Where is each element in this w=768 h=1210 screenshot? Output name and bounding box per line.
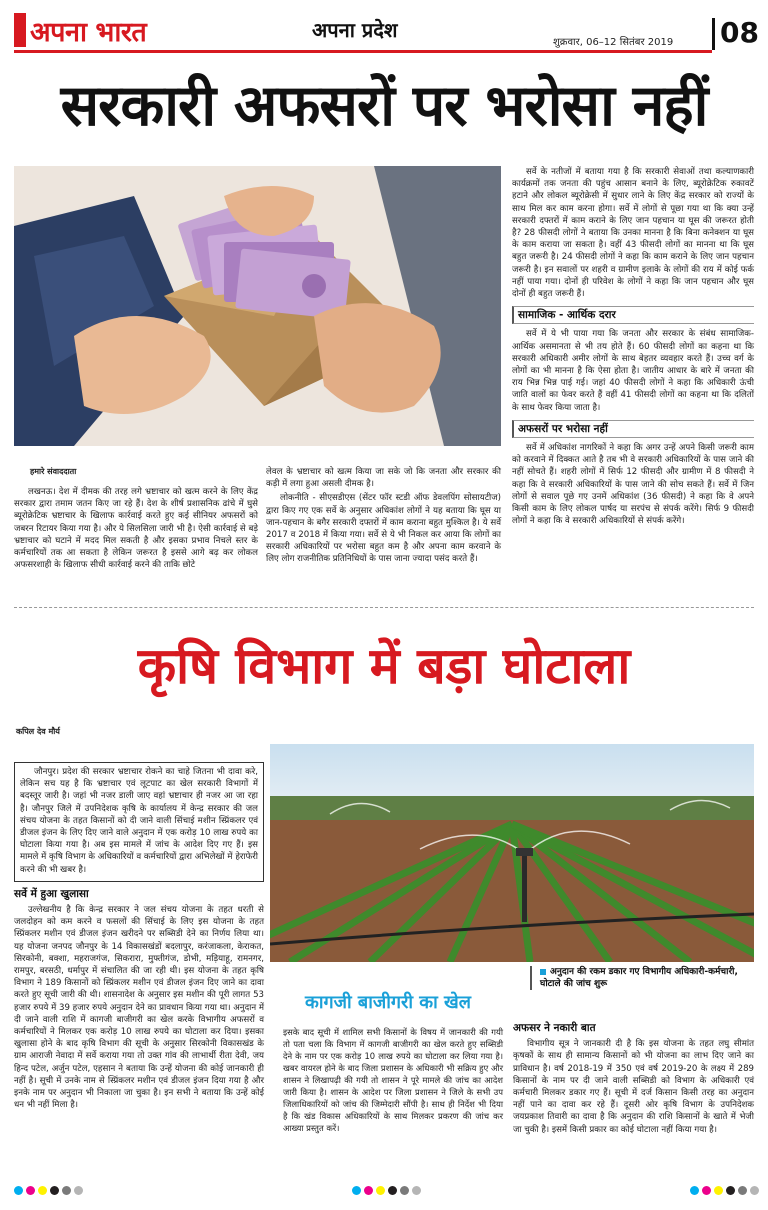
paragraph: विभागीय सूत्र ने जानकारी दी है कि इस योजना के तहत लघु सीमांत कृषकों के साथ ही सामान्य किसानों को भी योजना का लाभ दिए जाने का प्राविधान है। वर्ष 2018-19 में 350 एवं वर्ष 2019-20 के लक्ष्य में 289 किसानों के नाम पर दी जाने वाली सब्सिडी को विभाग के अधिकारी एवं कर्मचारी मिलकर डकार गए हैं। सूची में दर्ज किसान किसी तरह का अनुदान नहीं पाने का दावा कर रहे हैं। दूसरी ओर कृषि विभाग के उपनिदेशक जयप्रकाश तिवारी का दावा है कि अनुदान की राशि किसानों के खाते में भेजी जा चुकी है। इसमें किसी प्रकार का कोई घोटाला नहीं किया गया है।: [513, 1039, 754, 1135]
subhead-socio-economic: सामाजिक - आर्थिक दरार: [512, 306, 754, 324]
money-envelope-illustration: [14, 166, 501, 446]
caption-bullet-icon: [540, 969, 546, 975]
paragraph: लोकनीति - सीएसडीएस (सेंटर फॉर स्टडी ऑफ डेवलपिंग सोसायटीज) द्वारा किए गए एक सर्वे के अनुसार अधिकांश लोगों ने यह बताया कि घूस या जान-पहचान के बगैर सरकारी दफ्तरों में काम कराना बहुत मुश्किल है। ये सर्वे 2017 व 2018 में किया गया। सर्वे से ये भी निकल कर आया कि लोगों का सरकारी अधिकारियों पर भरोसा बहुत कम है और अपना काम करवाने के लिए लोग राजनीतिक प्रतिनिधियों के पास जाना ज्यादा पसंद करते हैं।: [266, 493, 501, 565]
paragraph: लेवल के भ्रष्टाचार को खत्म किया जा सके जो कि जनता और सरकार की कड़ी में लगा हुआ असली दीमक है।: [266, 467, 501, 490]
sprinkler-field-illustration: [270, 744, 754, 962]
issue-date: शुक्रवार, 06–12 सितंबर 2019: [553, 37, 674, 48]
page-number: 08: [720, 16, 759, 49]
paragraph: सर्वे में ये भी पाया गया कि जनता और सरकार के संबंध सामाजिक-आर्थिक असमानता से भी तय होते हैं। 60 फीसदी लोगों का कहना था कि सरकारी अधिकारी अमीर लोगों के साथ बेहतर व्यवहार करते हैं। उच्च वर्ग के लोगों का भी मानना है कि ऐसा होता है। जातीय आधार के बारे में जनता की राय भिन्न भिन्न पाई गई। जहां 40 फीसदी लोगों ने कहा कि अधिकारी ऊंची जाति वालों का फेवर करते हैं वहीं 41 फीसदी लोगों का कहना था कि दलितों के साथ फेवर किया जाता है।: [512, 329, 754, 413]
section-name: अपना प्रदेश: [312, 18, 398, 42]
story-2-column-3: [513, 1016, 754, 1138]
story-2-headline: कृषि विभाग में बड़ा घोटाला: [137, 636, 631, 695]
registration-marks-center: [352, 1186, 421, 1195]
paragraph: सर्वे के नतीजों में बताया गया है कि सरकारी सेवाओं तथा कल्याणकारी कार्यक्रमों तक जनता की पहुंच आसान बनाने के लिए, ब्यूरोक्रेटिक रुकावटें हटाने और लोकल ब्यूरोक्रेसी में सुधार लाने के लिए केंद्र सरकार को राज्यों के साथ मिल कर काम करना होगा। सर्वे में लोगों से पूछा गया था कि क्या उन्हें सरकारी दफ्तरों में काम कराने के लिए जान पहचान या घूस की जरूरत होती है? 28 फीसदी लोगों ने बताया कि उनका मानना है कि बिना कनेक्शन या घूस के काम कराया जा सकता है। वहीं 43 फीसदी लोगों का मानना था कि घूस बहुत जरूरी है। 24 फीसदी लोगों ने कहा कि काम कराने के लिए जान पहचान जरूरी है। इन सवालों पर शहरी व ग्रामीण इलाके के लोगों की राय में कोई फर्क नहीं पाया गया। दोनों ही परिवेश के लोगों ने कहा कि जान पहचान और घूस दोनों ही बहुत जरूरी हैं।: [512, 167, 754, 300]
paragraph: लखनऊ। देश में दीमक की तरह लगे भ्रष्टाचार को खत्म करने के लिए केंद्र सरकार द्वारा तमाम जतन किए जा रहे हैं। देश के शीर्ष प्रशासनिक ढांचे में घुसे ब्यूरोक्रेटिक भ्रष्टाचार के खिलाफ कार्रवाई करते हुए कई सीनियर अफसरों को जबरन रिटायर किया गया है। और ये सिलसिला जारी भी है। ऐसी कार्रवाई से बड़े भ्रष्टाचार को घटाने में मदद मिल सकती है और इसका प्रभाव निचले स्तर के कर्मचारियों तक आ सकता है लेकिन जरूरत है इससे आगे बढ़ कर लोकल अफसरशाही के खिलाफ सीधी कार्रवाई करने की ताकि छोटे: [14, 487, 258, 571]
story-1-byline: हमारे संवाददाता: [30, 467, 77, 476]
story-2-byline: कपिल देव मौर्य: [16, 727, 60, 736]
masthead-tab: [14, 13, 26, 47]
header-rule: [14, 50, 712, 53]
story-1-headline: सरकारी अफसरों पर भरोसा नहीं: [60, 72, 708, 139]
story-1-column-1: [14, 486, 258, 573]
paragraph: उल्लेखनीय है कि केन्द्र सरकार ने जल संचय योजना के तहत धरती से जलदोहन को कम करने व फसलों की सिंचाई के लिए इस योजना के तहत स्प्रिंकलर मशीन एवं डीजल इंजन खरीदने पर सब्सिडी देने का निर्णय लिया था। यह योजना जनपद जौनपुर के 14 विकासखंडों बदलापुर, करंजाकला, केराकत, सिरकोनी, बक्शा, महराजगंज, सिकरारा, मुफ्तीगंज, डोभी, मड़ियाहू, रामनगर, रामपुर, बरसठी, धर्मापुर में संचालित की जा रही थी। इस योजना के तहत कृषि विभाग ने 189 किसानों को स्प्रिंकलर मशीन एवं डीजल इंजन दिए जाने का दावा करते हुए सूची जारी की थी। शासनादेश के अनुसार इस मशीन की पूरी लागत 53 हजार रुपये में 39 हजार रुपये अनुदान देने का प्रावधान किया गया था। अनुदान में दी जाने वाली राशि में कागजी बाजीगरी का खेल करके विभागीय अफसरों व कर्मचारियों ने मिलकर एक करोड़ 10 लाख रुपये का घोटाला कर दिया। इसका खुलासा होने के बाद कृषि विभाग की सूची के अनुसार सिरकोनी विकासखंड के ग्राम आराजी नेवादा में सर्वे कराया गया तो उक्त गांव की लाभार्थी रीता देवी, जय हिन्द पटेल, अर्जुन पटेल, एहसान ने बताया कि उन्हें योजना की कोई जानकारी ही नहीं है। सूची में उनके नाम से स्प्रिंकलर मशीन एवं डीजल इंजन दिया गया है और इनके नाम पर अनुदान भी निकाला जा चुका है। इन सभी ने बताया कि उन्हें कोई धन भी नहीं मिला है।: [14, 905, 265, 1111]
section-divider: [14, 607, 754, 608]
subhead-survey: सर्वे में हुआ खुलासा: [14, 887, 89, 900]
subhead-no-trust: अफसरों पर भरोसा नहीं: [512, 420, 754, 438]
photo-caption: [530, 966, 754, 990]
paragraph: इसके बाद सूची में शामिल सभी किसानों के विषय में जानकारी की गयी तो पता चला कि विभाग में कागजी बाजीगरी का खेल करते हुए सब्सिडी देने के नाम पर एक करोड़ 10 लाख रुपये का घोटाला कर लिया गया है। खबर वायरल होने के बाद जिला प्रशासन के अधिकारी भी सक्रिय हुए और शासन ने लिखापढ़ी की गयी तो शासन ने पूरे मामले की जांच का आदेश जारी किया है। शासन के आदेश पर जिला प्रशासन ने जिले के सभी उप जिलाधिकारियों को जांच की जिम्मेदारी सौंपी है। साथ ही निर्देश भी दिया है कि खंड विकास अधिकारियों के साथ मिलकर प्रकरण की जांच कर आख्या प्रस्तुत करें।: [283, 1027, 503, 1133]
page-bar: [712, 18, 715, 50]
story-2-column-2: [283, 1026, 503, 1136]
story-1-column-2: [266, 466, 501, 568]
story-2-column-1: [14, 762, 264, 1113]
subsection-banner: कागजी बाजीगरी का खेल: [270, 984, 506, 1022]
caption-text: अनुदान की रकम डकार गए विभागीय अधिकारी-कर्मचारी, घोटाले की जांच शुरू: [540, 967, 738, 989]
subhead-officer-denies: अफसर ने नकारी बात: [513, 1022, 596, 1034]
brand-name: अपना भारत: [30, 16, 147, 48]
masthead: [14, 12, 146, 48]
lead-box: [14, 762, 264, 882]
sprinkler-field-photo: [270, 744, 754, 962]
registration-marks-left: [14, 1186, 83, 1195]
story-1-column-3: [512, 166, 754, 529]
lead-paragraph: जौनपुर। प्रदेश की सरकार भ्रष्टाचार रोकने का चाहे जितना भी दावा करे, लेकिन सच यह है कि भ्रष्टाचार एवं लूटपाट का खेल सरकारी विभागों में बदस्तूर जारी है। जहां भी नजर डाली जाए वहां भ्रष्टाचार ही नजर आ जा रहा है। जौनपुर जिले में उपनिदेशक कृषि के कार्यालय में केन्द्र सरकार की जल संचय योजना के तहत किसानों को दी जाने वाली सिंचाई मशीन स्प्रिंकलर एवं डीजल इंजन के लिए दिए जाने वाले अनुदान में एक करोड़ 10 लाख रुपये का घोटाला किया गया है। अब इस मामले में जांच के आदेश दिए गए हैं। इस मामले में कृषि विभाग के अधिकारियों व कर्मचारियों द्वारा अभिलेखों में हेराफेरी करने की भी खबर है।: [20, 767, 258, 875]
money-envelope-photo: [14, 166, 501, 446]
registration-marks-right: [690, 1186, 759, 1195]
paragraph: सर्वे में अधिकांश नागरिकों ने कहा कि अगर उन्हें अपने किसी जरूरी काम को करवाने में दिक्कत आते है तब भी वे सरकारी अधिकारियों के पास जाने की नहीं सोचते हैं। शहरी लोगों में सिर्फ 12 फीसदी और ग्रामीण में 8 फीसदी ने कहा कि वे सरकारी अधिकारियों के पास जाने की सोच सकते हैं। सर्वे में जिन लोगों से सवाल पूछे गए उनमें अधिकांश (36 फीसदी) ने कहा कि वे अपने किसी काम के लिए लोकल पार्षद या सरपंच से संपर्क करेंगे। सिर्फ 9 फीसदी लोगों ने कहा कि वे सरकारी अधिकारियों से संपर्क करेंगे।: [512, 443, 754, 527]
